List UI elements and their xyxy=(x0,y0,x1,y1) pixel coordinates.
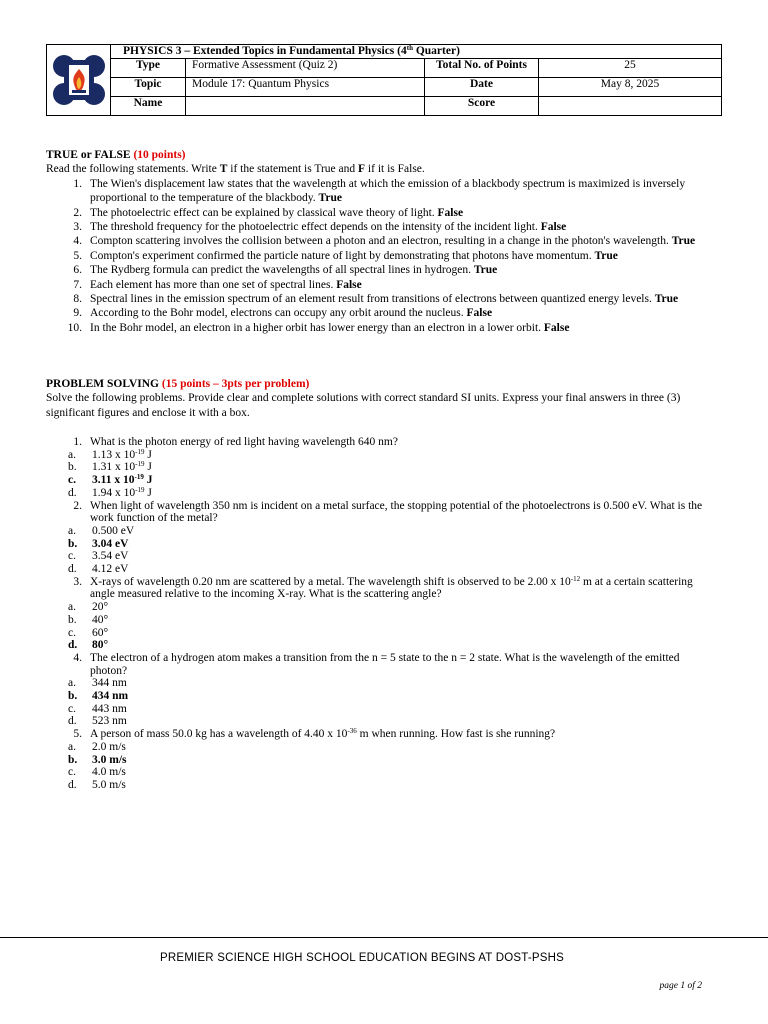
page-number: page 1 of 2 xyxy=(659,981,702,991)
question-4: 4. The electron of a hydrogen atom makes a transition from the n = 5 state to the n = 2 state. What is the wavelength of the emitted photon? xyxy=(73,651,680,677)
correct-choice: d. 80° xyxy=(68,639,109,652)
name-label: Name xyxy=(111,97,186,116)
question-2-choices xyxy=(46,525,706,576)
answer: True xyxy=(594,249,618,262)
list-item: 3. The threshold frequency for the photoelectric effect depends on the intensity of the incident light. False xyxy=(73,221,567,234)
list-item: 2. The photoelectric effect can be explained by classical wave theory of light. False xyxy=(73,206,464,219)
choice: a. 2.0 m/s xyxy=(68,740,126,753)
question-5: 5. A person of mass 50.0 kg has a wavelength of 4.40 x $10^{-36}$ m when running. How fast is she running? xyxy=(73,727,556,741)
answer: False xyxy=(437,206,464,219)
logo-cell xyxy=(47,45,111,116)
correct-choice: b. 434 nm xyxy=(68,690,129,703)
answer: True xyxy=(318,192,342,205)
choice: c. 60° xyxy=(68,626,109,639)
pshs-logo-icon xyxy=(50,52,108,108)
date-label: Date xyxy=(425,78,539,97)
problem-solving-points: (15 points – 3pts per problem) xyxy=(161,378,310,390)
list-item: 5. Compton's experiment confirmed the particle nature of light by demonstrating that photons have momentum. True xyxy=(73,249,618,262)
choice: a. 20° xyxy=(68,601,109,614)
true-false-section xyxy=(46,148,706,335)
topic-label: Topic xyxy=(111,78,186,97)
header-table xyxy=(46,44,722,116)
question-1: 1. What is the photon energy of red light having wavelength 640 nm? xyxy=(73,436,398,448)
problem-list xyxy=(46,436,706,792)
type-label: Type xyxy=(111,59,186,78)
topic-value: Module 17: Quantum Physics xyxy=(186,78,425,97)
choice: b. 1.31 x $10^{-19}$ J xyxy=(68,460,152,474)
problem-solving-instructions: Solve the following problems. Provide clear and complete solutions with correct standard SI units. Express your final answers in three (3) significant figures and enclose it with a box. xyxy=(46,392,681,419)
list-item: 10. In the Bohr model, an electron in a higher orbit has lower energy than an electron in a lower orbit. False xyxy=(67,321,570,334)
answer: False xyxy=(543,321,570,334)
list-item: 8. Spectral lines in the emission spectrum of an element result from transitions of electrons between quantized energy levels. True xyxy=(73,293,679,306)
choice: b. 40° xyxy=(68,613,109,626)
correct-choice: b. 3.0 m/s xyxy=(68,753,127,766)
choice: d. 523 nm xyxy=(68,715,127,728)
choice: d. 1.94 x $10^{-19}$ J xyxy=(68,485,152,499)
points-value: 25 xyxy=(539,59,722,78)
answer: False xyxy=(466,307,493,320)
course-title: PHYSICS 3 – Extended Topics in Fundamental Physics (4th Quarter) xyxy=(111,45,722,59)
score-label: Score xyxy=(425,97,539,116)
question-4-choices xyxy=(46,677,706,728)
choice: a. 0.500 eV xyxy=(68,524,135,537)
score-field[interactable] xyxy=(539,97,722,116)
choice: c. 3.54 eV xyxy=(68,550,129,563)
choice: a. 344 nm xyxy=(68,677,127,690)
date-value: May 8, 2025 xyxy=(539,78,722,97)
correct-choice: b. 3.04 eV xyxy=(68,537,129,550)
choice: d. 5.0 m/s xyxy=(68,778,126,791)
question-2: 2. When light of wavelength 350 nm is incident on a metal surface, the stopping potential of the photoelectrons is 0.500 eV. What is the work function of the metal? xyxy=(73,499,703,525)
list-item: 9. According to the Bohr model, electrons can occupy any orbit around the nucleus. False xyxy=(73,307,493,320)
choice: a. 1.13 x $10^{-19}$ J xyxy=(68,447,152,461)
answer: True xyxy=(473,264,498,277)
problem-solving-heading: PROBLEM SOLVING (15 points – 3pts per problem) xyxy=(46,378,310,390)
footer-divider xyxy=(0,937,768,938)
question-3-choices xyxy=(46,601,706,652)
list-item: 7. Each element has more than one set of spectral lines. False xyxy=(73,278,362,291)
correct-choice: c. 3.11 x $10^{-19}$ J xyxy=(68,473,153,487)
name-field[interactable] xyxy=(186,97,425,116)
true-false-list xyxy=(46,177,706,335)
points-label: Total No. of Points xyxy=(425,59,539,78)
footer-motto: PREMIER SCIENCE HIGH SCHOOL EDUCATION BEGINS AT DOST-PSHS xyxy=(160,952,564,964)
type-value: Formative Assessment (Quiz 2) xyxy=(186,59,425,78)
problem-solving-section xyxy=(46,377,706,420)
list-item: 1. The Wien's displacement law states that the wavelength at which the emission of a blackbody spectrum is maximized is inversely proportional to the temperature of the blackbody. True xyxy=(73,177,686,205)
true-false-heading: TRUE or FALSE (10 points) xyxy=(46,149,186,161)
answer: True xyxy=(654,293,679,306)
list-item: 6. The Rydberg formula can predict the wavelengths of all spectral lines in hydrogen. True xyxy=(73,264,498,277)
true-false-instructions: Read the following statements. Write T if the statement is True and F if it is False. xyxy=(46,163,425,176)
answer: False xyxy=(540,221,567,234)
true-false-points: (10 points) xyxy=(133,149,186,161)
choice: d. 4.12 eV xyxy=(68,563,129,576)
answer: False xyxy=(336,278,362,291)
question-5-choices xyxy=(46,741,706,792)
choice: c. 4.0 m/s xyxy=(68,766,126,779)
question-1-choices xyxy=(46,449,706,500)
answer: True xyxy=(671,235,696,248)
list-item: 4. Compton scattering involves the collision between a photon and an electron, resulting in a change in the photon's wavelength. True xyxy=(73,235,696,248)
choice: c. 443 nm xyxy=(68,702,127,715)
question-3: 3. X-rays of wavelength 0.20 nm are scattered by a metal. The wavelength shift is observed to be 2.00 x $10^{-12}$ m at a certain scattering angle measured relative to the incoming X-ray. What is the scattering angle? xyxy=(73,574,693,601)
